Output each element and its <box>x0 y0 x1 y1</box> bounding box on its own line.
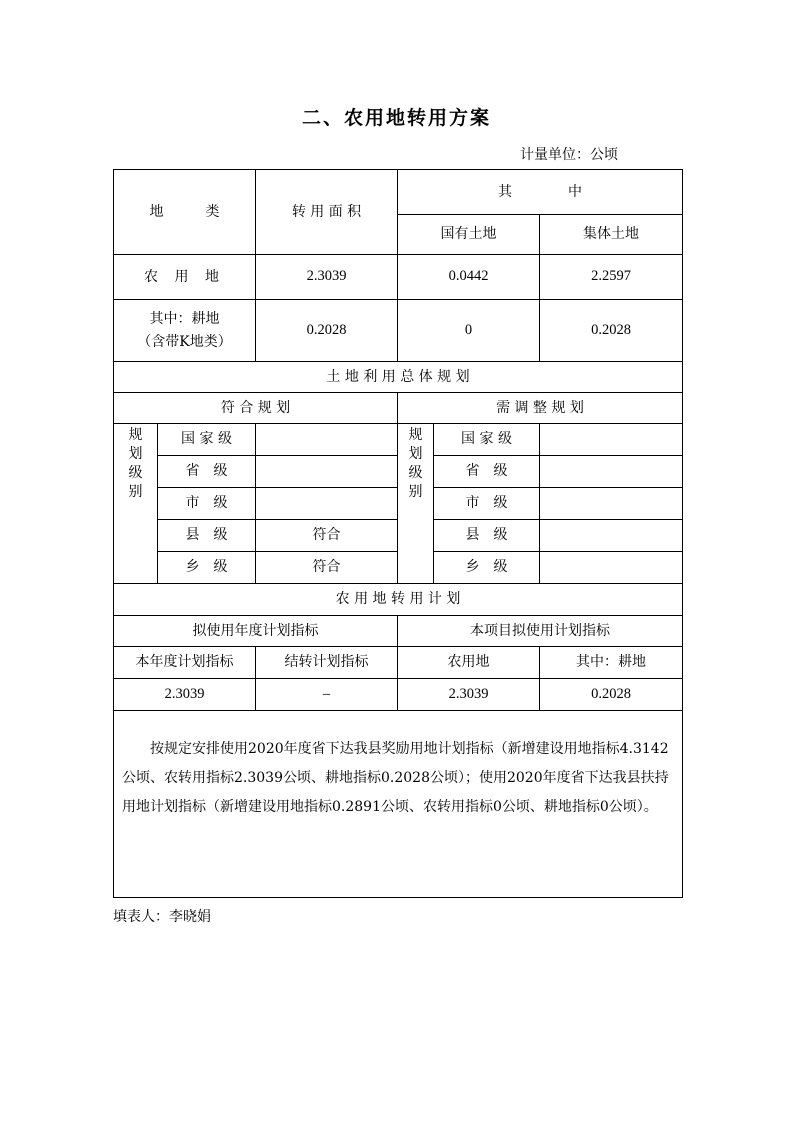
cultivated-index-header: 其中：耕地 <box>540 647 683 679</box>
level-city-right: 市 级 <box>434 488 540 520</box>
row-farmland-state: 0.0442 <box>398 255 540 300</box>
level-city-left: 市 级 <box>158 488 256 520</box>
level-char: 别 <box>128 483 143 500</box>
farmland-index-header: 农用地 <box>398 647 540 679</box>
level-char: 划 <box>128 445 143 462</box>
level-char: 别 <box>408 483 423 500</box>
conform-township: 符合 <box>256 552 398 584</box>
conversion-section-title: 农 用 地 转 用 计 划 <box>114 584 683 616</box>
page-title: 二、农用地转用方案 <box>301 107 491 129</box>
adjust-township <box>540 552 683 584</box>
conform-province <box>256 456 398 488</box>
annual-index-header: 拟使用年度计划指标 <box>114 616 398 647</box>
note-paragraph: 按规定安排使用2020年度省下达我县奖励用地计划指标（新增建设用地指标4.3142公顷、农转用指标2.3039公顷、耕地指标0.2028公顷）；使用2020年度省下达我县扶持用地计划指标（新增建设用地指标0.2891公顷、农转用指标0公顷、耕地指标0公顷）。 <box>114 711 683 898</box>
filled-by: 填表人：李晓娟 <box>113 909 211 925</box>
row-cultivated-collective: 0.2028 <box>540 300 683 362</box>
conform-city <box>256 488 398 520</box>
header-among: 其 中 <box>398 170 683 215</box>
row-cultivated-state: 0 <box>398 300 540 362</box>
this-year-header: 本年度计划指标 <box>114 647 256 679</box>
adjust-national <box>540 424 683 456</box>
unit-label: 计量单位：公顷 <box>520 147 618 163</box>
header-land-type: 地 类 <box>114 170 256 255</box>
plan-level-label-left <box>114 424 158 584</box>
conform-national <box>256 424 398 456</box>
farmland-index-value: 2.3039 <box>398 679 540 711</box>
level-char: 划 <box>408 445 423 462</box>
plan-section-title: 土 地 利 用 总 体 规 划 <box>114 362 683 393</box>
level-province-right: 省 级 <box>434 456 540 488</box>
carryover-value: – <box>256 679 398 711</box>
row-cultivated-label-line1: 其中：耕地 <box>149 310 220 327</box>
level-province-left: 省 级 <box>158 456 256 488</box>
header-state-owned: 国有土地 <box>398 215 540 255</box>
row-farmland-label: 农 用 地 <box>114 255 256 300</box>
row-cultivated-area: 0.2028 <box>256 300 398 362</box>
level-char: 级 <box>408 464 423 481</box>
level-county-right: 县 级 <box>434 520 540 552</box>
level-char: 规 <box>408 427 423 443</box>
level-char: 级 <box>128 464 143 481</box>
plan-adjust-header: 需 调 整 规 划 <box>398 393 683 424</box>
level-township-right: 乡 级 <box>434 552 540 584</box>
this-year-value: 2.3039 <box>114 679 256 711</box>
level-national-left: 国 家 级 <box>158 424 256 456</box>
adjust-province <box>540 456 683 488</box>
header-area: 转 用 面 积 <box>256 170 398 255</box>
row-cultivated-label-line2: （含带K地类） <box>137 333 232 350</box>
cultivated-index-value: 0.2028 <box>540 679 683 711</box>
header-collective: 集体土地 <box>540 215 683 255</box>
level-county-left: 县 级 <box>158 520 256 552</box>
plan-level-label-right <box>398 424 434 584</box>
project-index-header: 本项目拟使用计划指标 <box>398 616 683 647</box>
adjust-county <box>540 520 683 552</box>
adjust-city <box>540 488 683 520</box>
row-farmland-collective: 2.2597 <box>540 255 683 300</box>
level-township-left: 乡 级 <box>158 552 256 584</box>
row-cultivated-label <box>114 300 256 362</box>
land-conversion-table <box>113 169 683 898</box>
row-farmland-area: 2.3039 <box>256 255 398 300</box>
level-national-right: 国 家 级 <box>434 424 540 456</box>
carryover-header: 结转计划指标 <box>256 647 398 679</box>
conform-county: 符合 <box>256 520 398 552</box>
level-char: 规 <box>128 427 143 443</box>
plan-conform-header: 符 合 规 划 <box>114 393 398 424</box>
